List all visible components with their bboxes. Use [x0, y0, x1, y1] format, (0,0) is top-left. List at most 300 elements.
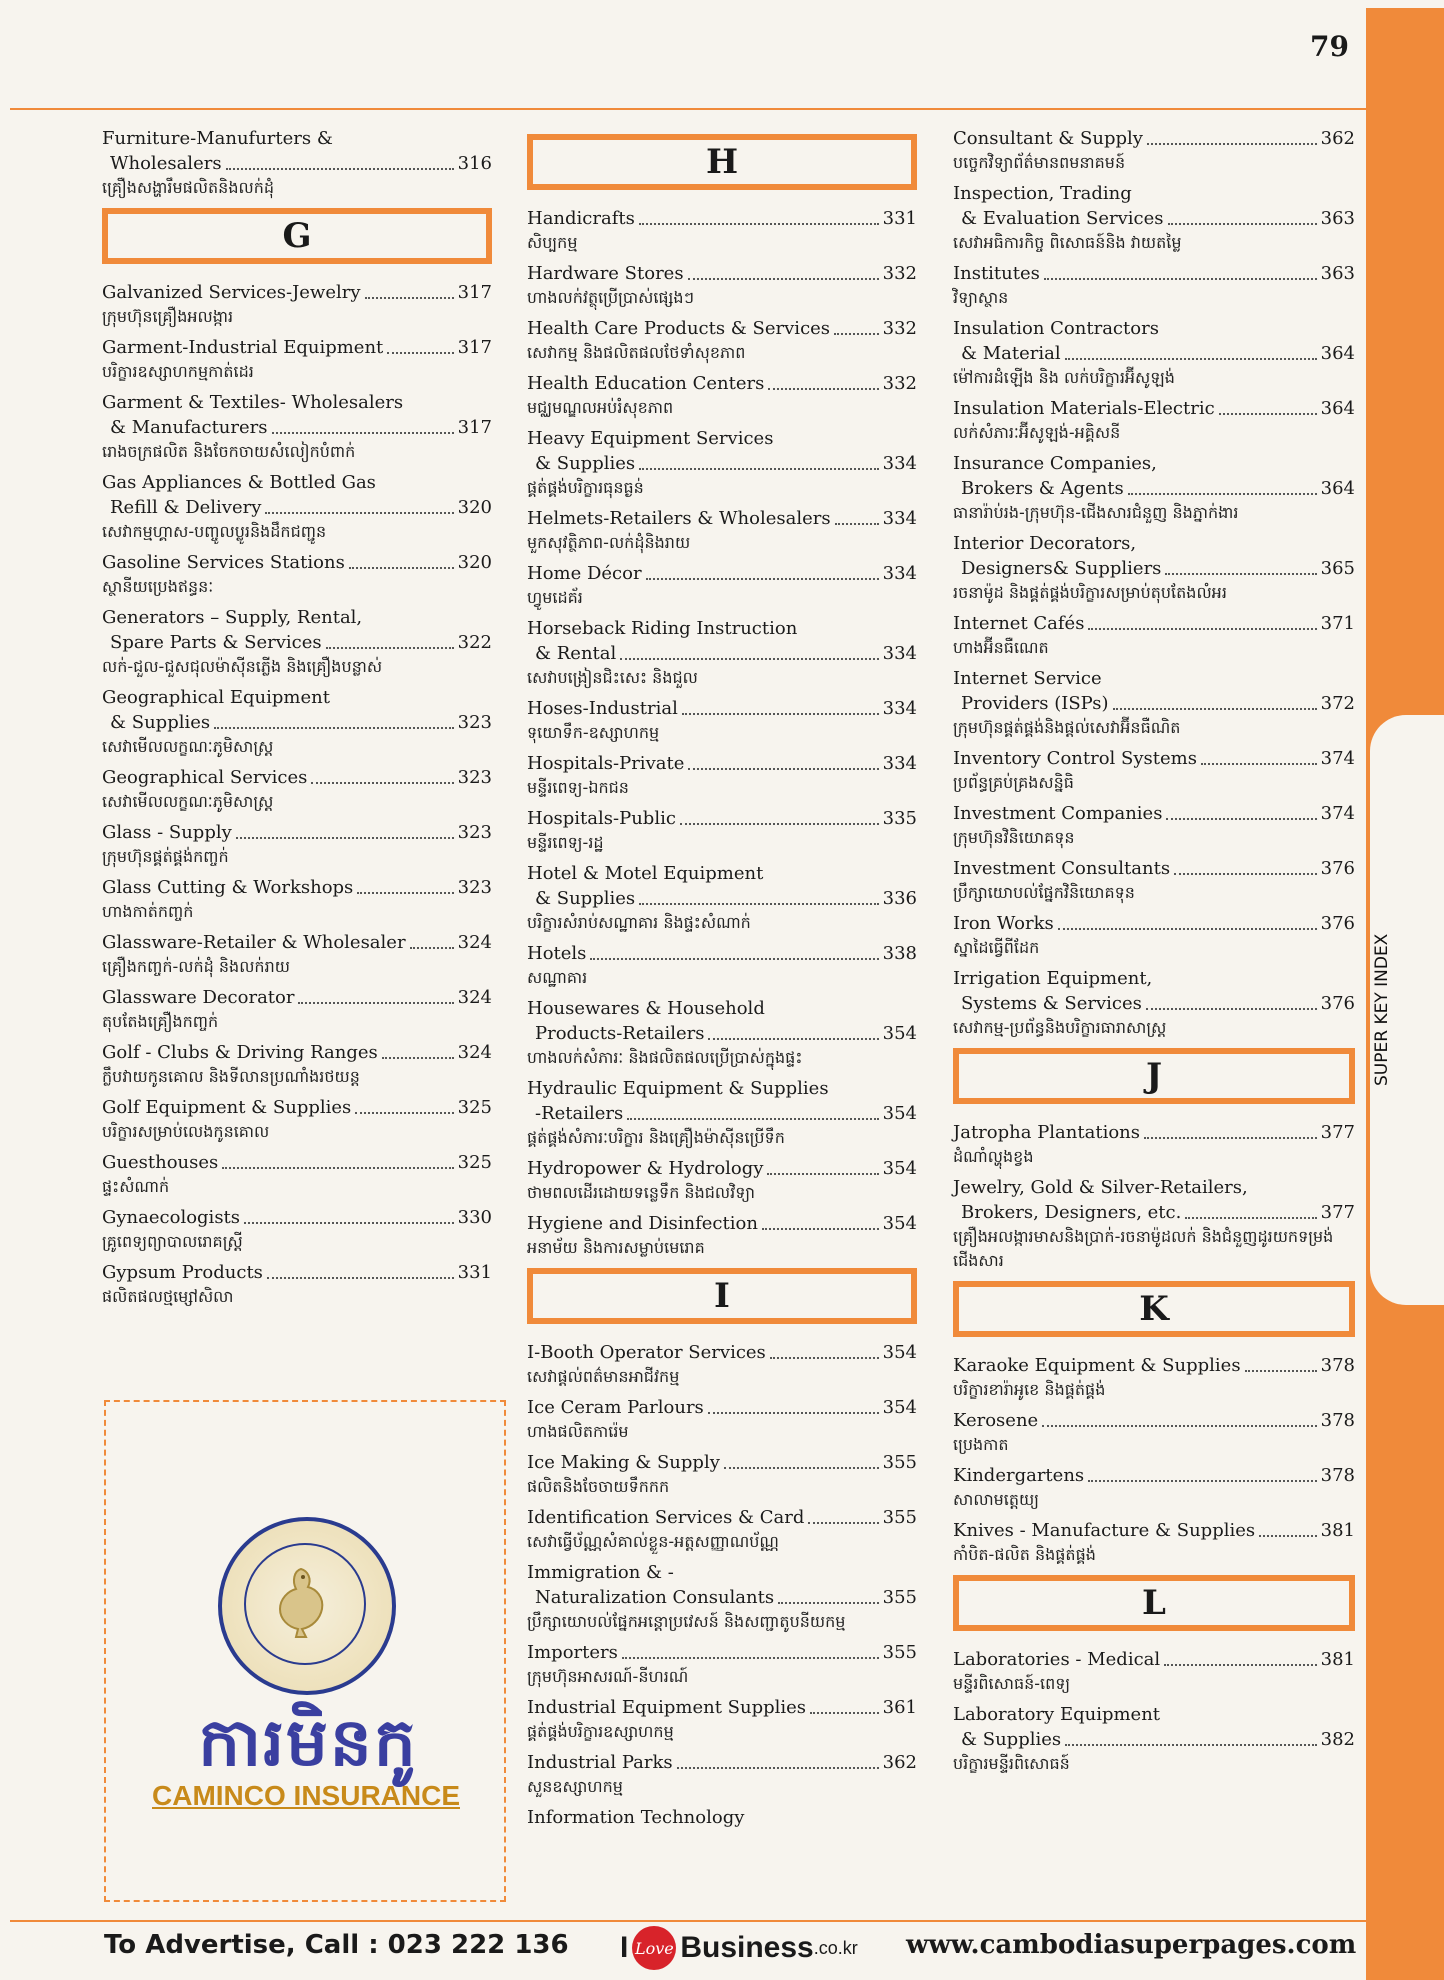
index-entry[interactable] [953, 1647, 1355, 1696]
entry-khmer-translation: ក្លឹបវាយកូនគោល និងទីលានប្រណាំងរថយន្ត [102, 1067, 360, 1086]
entry-title: & Supplies [535, 888, 636, 909]
entry-title: Designers& Suppliers [961, 558, 1162, 579]
entry-title-row [527, 1021, 917, 1046]
index-entry[interactable] [953, 966, 1355, 1040]
entry-title-line: Insurance Companies, [953, 453, 1157, 474]
index-entry[interactable] [527, 1750, 917, 1799]
entry-page-number: 323 [457, 712, 492, 733]
index-entry[interactable] [102, 1205, 492, 1254]
entry-title: Hospitals-Public [527, 808, 676, 829]
index-entry[interactable] [102, 985, 492, 1034]
index-entry[interactable] [102, 1150, 492, 1199]
entry-title: & Supplies [535, 453, 636, 474]
dot-leader [646, 561, 879, 580]
index-column-1 [102, 126, 492, 1315]
dot-leader [272, 415, 454, 434]
entry-title-row [527, 451, 917, 476]
index-entry[interactable] [527, 206, 917, 255]
dot-leader [639, 886, 879, 905]
index-entry[interactable] [102, 390, 492, 464]
entry-title-row [102, 710, 492, 735]
entry-khmer-translation: សាលាមត្តេយ្យ [953, 1490, 1040, 1509]
entry-title: Providers (ISPs) [961, 693, 1109, 714]
entry-page-number: 362 [1320, 128, 1355, 149]
entry-khmer-translation: ហាងអ៊ីនធឺណេត [953, 638, 1049, 657]
dot-leader [1144, 1120, 1317, 1139]
index-entry[interactable] [527, 1695, 917, 1744]
entry-title-row [102, 550, 492, 575]
index-entry[interactable] [953, 316, 1355, 390]
section-letter-heading: H [527, 134, 917, 190]
entry-title: Consultant & Supply [953, 128, 1143, 149]
entry-title: I-Booth Operator Services [527, 1342, 766, 1363]
dot-leader [680, 806, 879, 825]
entry-title-row [527, 1101, 917, 1126]
entry-title-line: Interior Decorators, [953, 533, 1137, 554]
entry-khmer-translation: បរិក្ខារសំរាប់សណ្ឋាគារ និងផ្ទះសំណាក់ [527, 913, 751, 932]
index-entry[interactable] [527, 1395, 917, 1444]
entry-page-number: 330 [457, 1207, 492, 1228]
brand-name: Business [680, 1931, 814, 1964]
entry-title: Internet Cafés [953, 613, 1085, 634]
index-entry[interactable] [527, 751, 917, 800]
entry-khmer-translation: សិប្បកម្ម [527, 233, 578, 252]
entry-page-number: 334 [882, 508, 917, 529]
index-entry[interactable] [102, 470, 492, 544]
dot-leader [1065, 1727, 1317, 1746]
index-entry[interactable] [953, 126, 1355, 175]
entry-title: Ice Ceram Parlours [527, 1397, 704, 1418]
dot-leader [1165, 556, 1316, 575]
entry-title-row [953, 1120, 1355, 1145]
entry-title: Refill & Delivery [110, 497, 262, 518]
entry-khmer-translation: គ្រូពេទ្យព្យាបាលរោគស្ត្រី [102, 1232, 243, 1251]
entry-page-number: 381 [1320, 1520, 1355, 1541]
index-entry[interactable] [953, 1175, 1355, 1273]
index-entry[interactable] [953, 666, 1355, 740]
index-entry[interactable] [102, 875, 492, 924]
dot-leader [355, 1095, 453, 1114]
dot-leader [1128, 476, 1317, 495]
entry-khmer-translation: ក្រុមហ៊ុនអាសរណ៍-នីហរណ៍ [527, 1667, 689, 1686]
dot-leader [267, 1260, 454, 1279]
entry-title-row [953, 611, 1355, 636]
entry-khmer-translation: ហាងលក់សំភារៈ និងផលិតផលប្រើប្រាស់ក្នុងផ្ទះ [527, 1048, 803, 1067]
entry-title-row [102, 495, 492, 520]
entry-title: & Manufacturers [110, 417, 268, 438]
dot-leader [1245, 1353, 1317, 1372]
index-entry[interactable] [953, 1463, 1355, 1512]
index-entry[interactable] [953, 746, 1355, 795]
entry-title-row [953, 911, 1355, 936]
entry-page-number: 334 [882, 698, 917, 719]
entry-title-row [527, 261, 917, 286]
entry-title-line: Immigration & - [527, 1562, 674, 1583]
entry-title: Spare Parts & Services [110, 632, 322, 653]
entry-page-number: 325 [457, 1152, 492, 1173]
index-entry[interactable] [527, 1211, 917, 1260]
entry-title: Jatropha Plantations [953, 1122, 1141, 1143]
index-entry[interactable] [102, 820, 492, 869]
entry-page-number: 324 [457, 987, 492, 1008]
entry-khmer-translation: ហាងកាត់កញ្ចក់ [102, 902, 194, 921]
entry-page-number: 354 [882, 1158, 917, 1179]
entry-title-row [527, 751, 917, 776]
entry-title: Glass - Supply [102, 822, 232, 843]
dot-leader [708, 1021, 878, 1040]
entry-title-row [527, 1211, 917, 1236]
index-entry[interactable] [102, 550, 492, 599]
entry-title: & Supplies [110, 712, 211, 733]
entry-page-number: 332 [882, 373, 917, 394]
entry-page-number: 325 [457, 1097, 492, 1118]
entry-khmer-translation: លក់សំភារៈអ៊ីសូឡង់-អគ្គិសនី [953, 423, 1121, 442]
entry-title-row [953, 746, 1355, 771]
dot-leader [1168, 206, 1317, 225]
entry-khmer-translation: វិទ្យាស្ថាន [953, 288, 1009, 307]
entry-title-row [102, 765, 492, 790]
dot-leader [226, 151, 454, 170]
entry-page-number: 334 [882, 753, 917, 774]
index-entry[interactable] [953, 396, 1355, 445]
entry-title: Home Décor [527, 563, 642, 584]
dot-leader [768, 371, 878, 390]
top-rule [10, 108, 1366, 110]
entry-khmer-translation: មន្ទីរពេទ្យ-រដ្ឋ [527, 833, 604, 852]
entry-title-row [953, 396, 1355, 421]
index-entry-heading: Information Technology [527, 1807, 745, 1828]
entry-khmer-translation: សណ្ឋាគារ [527, 968, 588, 987]
index-entry[interactable] [527, 861, 917, 935]
dot-leader [835, 506, 879, 525]
dot-leader [382, 1040, 454, 1059]
entry-khmer-translation: គ្រឿងសង្ហារឹមផលិតនិងលក់ដុំ [102, 178, 275, 197]
entry-title-row [527, 206, 917, 231]
entry-khmer-translation: មន្ទីរពិសោធន៍-ពេទ្យ [953, 1674, 1071, 1693]
entry-khmer-translation: មជ្ឈមណ្ឌលអប់រំសុខភាព [527, 398, 674, 417]
entry-page-number: 378 [1320, 1410, 1355, 1431]
entry-title-row [527, 1750, 917, 1775]
index-entry[interactable] [527, 1505, 917, 1554]
dot-leader [834, 316, 879, 335]
entry-page-number: 354 [882, 1213, 917, 1234]
entry-title-row [527, 696, 917, 721]
entry-khmer-translation: កាំបិត-ផលិត និងផ្គត់ផ្គង់ [953, 1545, 1096, 1564]
entry-khmer-translation: ផ្គត់ផ្គង់សំភារៈបរិក្ខារ និងគ្រឿងម៉ាស៊ីនប្រើទឹក [527, 1128, 785, 1147]
entry-title: Helmets-Retailers & Wholesalers [527, 508, 831, 529]
i-love-business-logo[interactable] [620, 1926, 858, 1970]
index-entry[interactable] [527, 996, 917, 1070]
entry-title: Investment Consultants [953, 858, 1171, 879]
entry-page-number: 323 [457, 767, 492, 788]
entry-title-row [953, 691, 1355, 716]
dot-leader [627, 1101, 878, 1120]
entry-khmer-translation: ក្រុមហ៊ុនគ្រឿងអលង្ការ [102, 307, 234, 326]
entry-title: Brokers, Designers, etc. [961, 1202, 1182, 1223]
index-entry[interactable] [527, 371, 917, 420]
index-entry[interactable] [102, 1260, 492, 1309]
index-entry[interactable] [953, 1353, 1355, 1402]
index-entry[interactable] [953, 261, 1355, 310]
entry-khmer-translation: ថាមពលដើរដោយទន្លេទឹក និងជលវិទ្យា [527, 1183, 755, 1202]
index-entry[interactable] [102, 280, 492, 329]
entry-title: & Evaluation Services [961, 208, 1164, 229]
entry-page-number: 332 [882, 263, 917, 284]
entry-khmer-translation: ហាងផលិតការ៉េម [527, 1422, 629, 1441]
entry-title: Gynaecologists [102, 1207, 241, 1228]
entry-title-line: Hotel & Motel Equipment [527, 863, 764, 884]
entry-title: Health Education Centers [527, 373, 765, 394]
dot-leader [326, 630, 454, 649]
entry-title-line: Furniture-Manufurters & [102, 128, 333, 149]
entry-title-row [102, 1095, 492, 1120]
entry-khmer-translation: តុបតែងគ្រឿងកញ្ចក់ [102, 1012, 219, 1031]
entry-page-number: 355 [882, 1587, 917, 1608]
entry-khmer-translation: ស្ថានីយប្រេងឥន្ធនៈ [102, 577, 214, 596]
entry-title: Glass Cutting & Workshops [102, 877, 354, 898]
entry-page-number: 334 [882, 453, 917, 474]
entry-khmer-translation: ដំណាំល្ហុងខ្វង [953, 1147, 1034, 1166]
entry-title-row [102, 930, 492, 955]
entry-title-line: Generators – Supply, Rental, [102, 607, 363, 628]
entry-title: Hydropower & Hydrology [527, 1158, 764, 1179]
entry-page-number: 335 [882, 808, 917, 829]
index-entry[interactable] [527, 261, 917, 310]
entry-khmer-translation: ផ្គត់ផ្គង់បរិក្ខារធុនធ្ងន់ [527, 478, 644, 497]
index-entry[interactable] [527, 506, 917, 555]
entry-khmer-translation: គ្រឿងអលង្ការមាសនិងប្រាក់-រចនាម៉ូដលក់ និងជំនួញដូរយកទម្រង់ជើងសារ [953, 1227, 1334, 1270]
dot-leader [1201, 746, 1317, 765]
dot-leader [387, 335, 453, 354]
index-entry[interactable] [102, 685, 492, 759]
entry-khmer-translation: បរិក្ខារមន្ទីរពិសោធន៍ [953, 1754, 1070, 1773]
entry-page-number: 381 [1320, 1649, 1355, 1670]
index-entry[interactable] [953, 611, 1355, 660]
entry-title-row [527, 561, 917, 586]
dot-leader [639, 451, 879, 470]
section-letter-heading: I [527, 1268, 917, 1324]
section-letter-heading: K [953, 1281, 1355, 1337]
entry-title: Handicrafts [527, 208, 635, 229]
entry-page-number: 323 [457, 822, 492, 843]
entry-khmer-translation: ក្រុមហ៊ុនវិនិយោគទុន [953, 828, 1075, 847]
entry-page-number: 334 [882, 563, 917, 584]
entry-title-line: Housewares & Household [527, 998, 765, 1019]
entry-title-line: Horseback Riding Instruction [527, 618, 798, 639]
index-entry[interactable] [953, 1120, 1355, 1169]
index-entry[interactable] [953, 1408, 1355, 1457]
dot-leader [365, 280, 454, 299]
entry-title: Health Care Products & Services [527, 318, 831, 339]
entry-khmer-translation: ទុយោទឹក-ឧស្សាហកម្ម [527, 723, 660, 742]
entry-khmer-translation: បរិក្ខារខារ៉ាអូខេ និងផ្គត់ផ្គង់ [953, 1380, 1106, 1399]
index-entry[interactable] [527, 426, 917, 500]
entry-title-row [527, 316, 917, 341]
entry-title: Hardware Stores [527, 263, 684, 284]
index-entry[interactable] [527, 316, 917, 365]
entry-title-line: Internet Service [953, 668, 1102, 689]
index-entry[interactable] [527, 1450, 917, 1499]
entry-title-row [953, 261, 1355, 286]
entry-title-row [527, 886, 917, 911]
entry-page-number: 354 [882, 1397, 917, 1418]
index-entry[interactable] [527, 616, 917, 690]
website-link[interactable]: www.cambodiasuperpages.com [906, 1930, 1357, 1960]
dot-leader [1146, 991, 1317, 1010]
entry-title: Knives - Manufacture & Supplies [953, 1520, 1256, 1541]
entry-page-number: 374 [1320, 748, 1355, 769]
entry-page-number: 332 [882, 318, 917, 339]
entry-title-row [102, 630, 492, 655]
entry-khmer-translation: សេវាមើលលក្ខណៈភូមិសាស្ត្រ [102, 792, 274, 811]
entry-khmer-translation: រោងចក្រផលិត និងចែកចាយសំលៀកបំពាក់ [102, 442, 356, 461]
entry-page-number: 355 [882, 1507, 917, 1528]
entry-page-number: 376 [1320, 913, 1355, 934]
index-entry[interactable] [953, 1702, 1355, 1776]
dot-leader [1185, 1200, 1316, 1219]
entry-title: Inventory Control Systems [953, 748, 1197, 769]
entry-page-number: 363 [1320, 263, 1355, 284]
index-entry[interactable] [527, 1340, 917, 1389]
index-entry[interactable] [953, 911, 1355, 960]
entry-title-row [953, 556, 1355, 581]
entry-title-row [102, 415, 492, 440]
entry-title: Kerosene [953, 1410, 1039, 1431]
index-entry[interactable] [527, 806, 917, 855]
hamsa-bird-icon [266, 1561, 336, 1641]
entry-title: Glassware Decorator [102, 987, 295, 1008]
entry-title-line: Geographical Equipment [102, 687, 330, 708]
entry-page-number: 365 [1320, 558, 1355, 579]
entry-title: Ice Making & Supply [527, 1452, 720, 1473]
entry-page-number: 331 [882, 208, 917, 229]
entry-title-row [102, 1205, 492, 1230]
entry-page-number: 316 [457, 153, 492, 174]
entry-title-row [953, 1647, 1355, 1672]
index-entry[interactable] [527, 1640, 917, 1689]
dot-leader [1058, 911, 1317, 930]
index-entry[interactable] [527, 696, 917, 745]
entry-khmer-translation: ម៉ៅការដំឡើង និង លក់បរិក្ខារអ៊ីសូឡង់ [953, 368, 1175, 387]
index-entry[interactable] [953, 451, 1355, 525]
dot-leader [349, 550, 454, 569]
entry-khmer-translation: ស្នាដៃធ្វើពីដែក [953, 938, 1040, 957]
ad-company-name: CAMINCO INSURANCE [152, 1780, 460, 1811]
entry-khmer-translation: សួនឧស្សាហកម្ម [527, 1777, 623, 1796]
entry-page-number: 354 [882, 1342, 917, 1363]
entry-page-number: 362 [882, 1752, 917, 1773]
entry-title-row [102, 1150, 492, 1175]
dot-leader [677, 1750, 879, 1769]
entry-title-row [953, 1200, 1355, 1225]
entry-khmer-translation: ប្រឹក្សាយោបល់ផ្នែកអន្តោប្រវេសន៍ និងសញ្ជាតូបនីយកម្ម [527, 1612, 846, 1631]
index-entry[interactable] [953, 181, 1355, 255]
dot-leader [590, 941, 878, 960]
entry-khmer-translation: សេវាកម្ម និងផលិតផលថែទាំសុខភាព [527, 343, 746, 362]
index-entry[interactable] [527, 941, 917, 990]
entry-title-row [527, 1156, 917, 1181]
index-entry[interactable] [953, 531, 1355, 605]
entry-title-row [102, 1260, 492, 1285]
entry-title-row [102, 820, 492, 845]
entry-title: Guesthouses [102, 1152, 219, 1173]
entry-khmer-translation: ធានារ៉ាប់រង-ក្រុមហ៊ុន-ជើងសារជំនួញ និងភ្នាក់ងារ [953, 503, 1239, 522]
entry-title-row [953, 1727, 1355, 1752]
dot-leader [298, 985, 453, 1004]
index-entry[interactable] [527, 561, 917, 610]
index-entry[interactable] [953, 801, 1355, 850]
entry-khmer-translation: រចនាម៉ូដ និងផ្គត់ផ្គង់បរិក្ខារសម្រាប់តុបតែងលំអរ [953, 583, 1227, 602]
advertise-phone: To Advertise, Call : 023 222 136 [104, 1930, 569, 1960]
index-entry[interactable] [102, 1095, 492, 1144]
index-entry[interactable] [953, 856, 1355, 905]
entry-title: Importers [527, 1642, 618, 1663]
index-column-2 [527, 126, 917, 1836]
index-entry[interactable] [102, 126, 492, 200]
index-entry[interactable] [102, 930, 492, 979]
dot-leader [410, 930, 454, 949]
dot-leader [1088, 1463, 1316, 1482]
entry-khmer-translation: ប្រព័ន្ធគ្រប់គ្រងសន្និធិ [953, 773, 1074, 792]
entry-title-line: Insulation Contractors [953, 318, 1159, 339]
entry-title: Geographical Services [102, 767, 308, 788]
entry-page-number: 382 [1320, 1729, 1355, 1750]
entry-khmer-translation: ហ្វូមដេគ័រ [527, 588, 583, 607]
entry-page-number: 377 [1320, 1122, 1355, 1143]
dot-leader [311, 765, 453, 784]
entry-title-row [527, 371, 917, 396]
entry-page-number: 364 [1320, 343, 1355, 364]
entry-khmer-translation: សេវាមើលលក្ខណៈភូមិសាស្ត្រ [102, 737, 274, 756]
index-entry[interactable] [102, 765, 492, 814]
entry-title: Identification Services & Card [527, 1507, 805, 1528]
entry-khmer-translation: សេវាធ្វើប័ណ្ណសំគាល់ខ្លួន-អត្តសញ្ញាណប័ណ្ណ [527, 1532, 779, 1551]
index-entry[interactable] [102, 605, 492, 679]
entry-title: Insulation Materials-Electric [953, 398, 1215, 419]
entry-khmer-translation: ផលិតផលថ្មម្សៅសិលា [102, 1287, 234, 1306]
entry-page-number: 364 [1320, 478, 1355, 499]
dot-leader [1174, 856, 1317, 875]
entry-title-row [953, 126, 1355, 151]
index-entry[interactable] [953, 1518, 1355, 1567]
entry-khmer-translation: ផ្គត់ផ្គង់បរិក្ខារឧស្សាហកម្ម [527, 1722, 674, 1741]
entry-page-number: 334 [882, 643, 917, 664]
entry-khmer-translation: ក្រុមហ៊ុនផ្គត់ផ្គង់និងផ្តល់សេវាអ៊ីនធឺណិត [953, 718, 1181, 737]
entry-page-number: 376 [1320, 993, 1355, 1014]
index-entry[interactable] [102, 1040, 492, 1089]
entry-page-number: 372 [1320, 693, 1355, 714]
entry-khmer-translation: ប្រេងកាត [953, 1435, 1009, 1454]
dot-leader [1065, 341, 1317, 360]
entry-title-row [953, 1353, 1355, 1378]
dot-leader [1042, 1408, 1316, 1427]
index-entry[interactable] [527, 1156, 917, 1205]
entry-title-line: Hydraulic Equipment & Supplies [527, 1078, 829, 1099]
index-entry[interactable] [527, 1076, 917, 1150]
entry-title: Industrial Parks [527, 1752, 673, 1773]
dot-leader [708, 1395, 879, 1414]
entry-khmer-translation: បច្ចេកវិទ្យាព័ត៌មានពមនាគមន៍ [953, 153, 1126, 172]
entry-title: & Supplies [961, 1729, 1062, 1750]
entry-page-number: 363 [1320, 208, 1355, 229]
entry-title: Hospitals-Private [527, 753, 685, 774]
index-entry[interactable] [102, 335, 492, 384]
index-entry[interactable] [527, 1560, 917, 1634]
entry-title: Karaoke Equipment & Supplies [953, 1355, 1241, 1376]
entry-title-row [527, 506, 917, 531]
entry-title: Brokers & Agents [961, 478, 1124, 499]
dot-leader [1147, 126, 1317, 145]
